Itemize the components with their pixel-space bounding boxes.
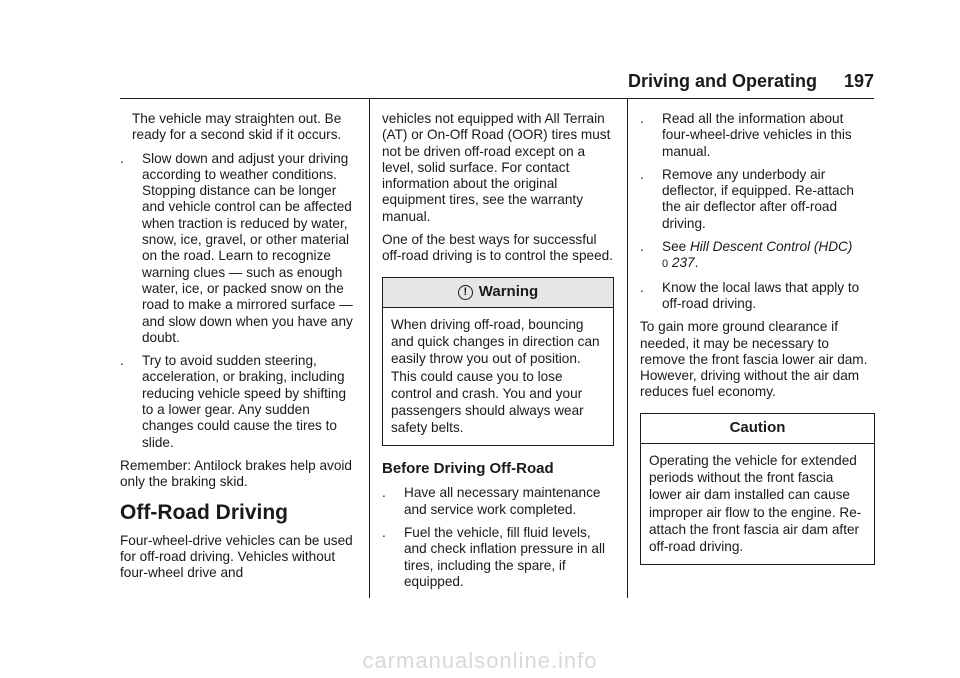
see-suffix: . bbox=[694, 255, 699, 271]
bullet-mark: . bbox=[640, 166, 644, 182]
bullet-mark: . bbox=[382, 485, 386, 501]
bullet-mark: . bbox=[640, 111, 644, 126]
list-item bbox=[640, 167, 875, 232]
caution-text: Operating the vehicle for extended periods without the front fascia lower air dam installed can cause improper air flow to the engine. Re-attach the front fascia air dam after off-road driving. bbox=[649, 453, 862, 555]
list-item-text: Know the local laws that apply to off-road driving. bbox=[662, 279, 860, 311]
caution-box bbox=[640, 413, 875, 566]
column-1 bbox=[120, 111, 356, 588]
column-3 bbox=[640, 111, 875, 575]
page-number: 197 bbox=[843, 71, 874, 91]
bullet-mark: . bbox=[382, 524, 386, 540]
cross-reference-page[interactable]: 237 bbox=[671, 255, 695, 271]
warning-header bbox=[383, 278, 613, 308]
list-item-text: Remove any underbody air deflector, if equipped. Re-attach the air deflector after off-road driving. bbox=[662, 166, 854, 231]
cross-reference-link[interactable]: Hill Descent Control (HDC) bbox=[689, 239, 853, 255]
bullet-list-3 bbox=[640, 111, 875, 312]
header-rule bbox=[120, 98, 874, 99]
warning-box bbox=[382, 277, 614, 447]
intro-paragraph: Four-wheel-drive vehicles can be used for off-road driving. Vehicles without four-wheel drive and bbox=[120, 532, 353, 581]
list-item bbox=[640, 280, 875, 313]
bullet-mark: . bbox=[120, 353, 124, 369]
bullet-mark: . bbox=[120, 150, 124, 166]
column-divider-left bbox=[369, 98, 370, 598]
section-heading: Off-Road Driving bbox=[120, 500, 288, 524]
list-item-text: Slow down and adjust your driving according to weather conditions. Stopping distance can be longer and vehicle control can be affected when traction is reduced by water, snow, ice, gravel, or other material on the road. Learn to recognize warning clues — such as enough water, ice, or packed snow on the road to make a mirrored surface — and slow down when you have any doubt. bbox=[142, 150, 353, 345]
paragraph: One of the best ways for successful off-road driving is to control the speed. bbox=[382, 232, 613, 264]
list-item-text: Have all necessary maintenance and service work completed. bbox=[404, 485, 601, 517]
watermark: carmanualsonline.info bbox=[362, 648, 598, 673]
list-item-text: Read all the information about four-wheel-drive vehicles in this manual. bbox=[662, 111, 852, 159]
warning-title: Warning bbox=[478, 282, 539, 300]
paragraph: To gain more ground clearance if needed, it may be necessary to remove the front fascia lower air dam. However, driving without the air dam reduces fuel economy. bbox=[640, 319, 868, 400]
bullet-list-1 bbox=[120, 151, 356, 451]
remember-text: Remember: Antilock brakes help avoid only the braking skid. bbox=[120, 457, 352, 490]
continuation-text: The vehicle may straighten out. Be ready for a second skid if it occurs. bbox=[132, 111, 342, 143]
list-item bbox=[382, 485, 614, 518]
paragraph: vehicles not equipped with All Terrain (AT) or On-Off Road (OOR) tires must not be driven off-road except on a level, solid surface. For contact information about the original equipment tires, see the warranty manual. bbox=[382, 111, 611, 224]
list-item bbox=[120, 151, 356, 347]
running-header: Driving and Operating bbox=[627, 71, 817, 91]
subsection-heading: Before Driving Off-Road bbox=[382, 460, 554, 478]
warning-icon: ! bbox=[458, 285, 473, 300]
warning-text: When driving off-road, bouncing and quick changes in direction can easily throw you out of position. This could cause you to lose control and crash. You and your passengers should always wear safety belts. bbox=[391, 316, 600, 436]
bullet-mark: . bbox=[640, 279, 644, 295]
column-2 bbox=[382, 111, 614, 597]
list-item bbox=[640, 111, 875, 160]
see-prefix: See bbox=[662, 239, 690, 255]
list-item-text: Fuel the vehicle, fill fluid levels, and check inflation pressure in all tires, including the spare, if equipped. bbox=[404, 524, 605, 589]
caution-title: Caution bbox=[641, 414, 874, 444]
list-item-text: Try to avoid sudden steering, acceleration, or braking, including reducing vehicle speed by shifting to a lower gear. Any sudden changes could cause the tires to slide. bbox=[142, 353, 347, 450]
bullet-mark: . bbox=[640, 239, 644, 255]
list-item bbox=[382, 525, 614, 590]
bullet-list-2 bbox=[382, 485, 614, 590]
list-item bbox=[640, 239, 875, 273]
list-item bbox=[120, 353, 356, 451]
column-divider-right bbox=[627, 98, 628, 598]
page-ref-arrow-icon: 0 bbox=[662, 258, 669, 271]
